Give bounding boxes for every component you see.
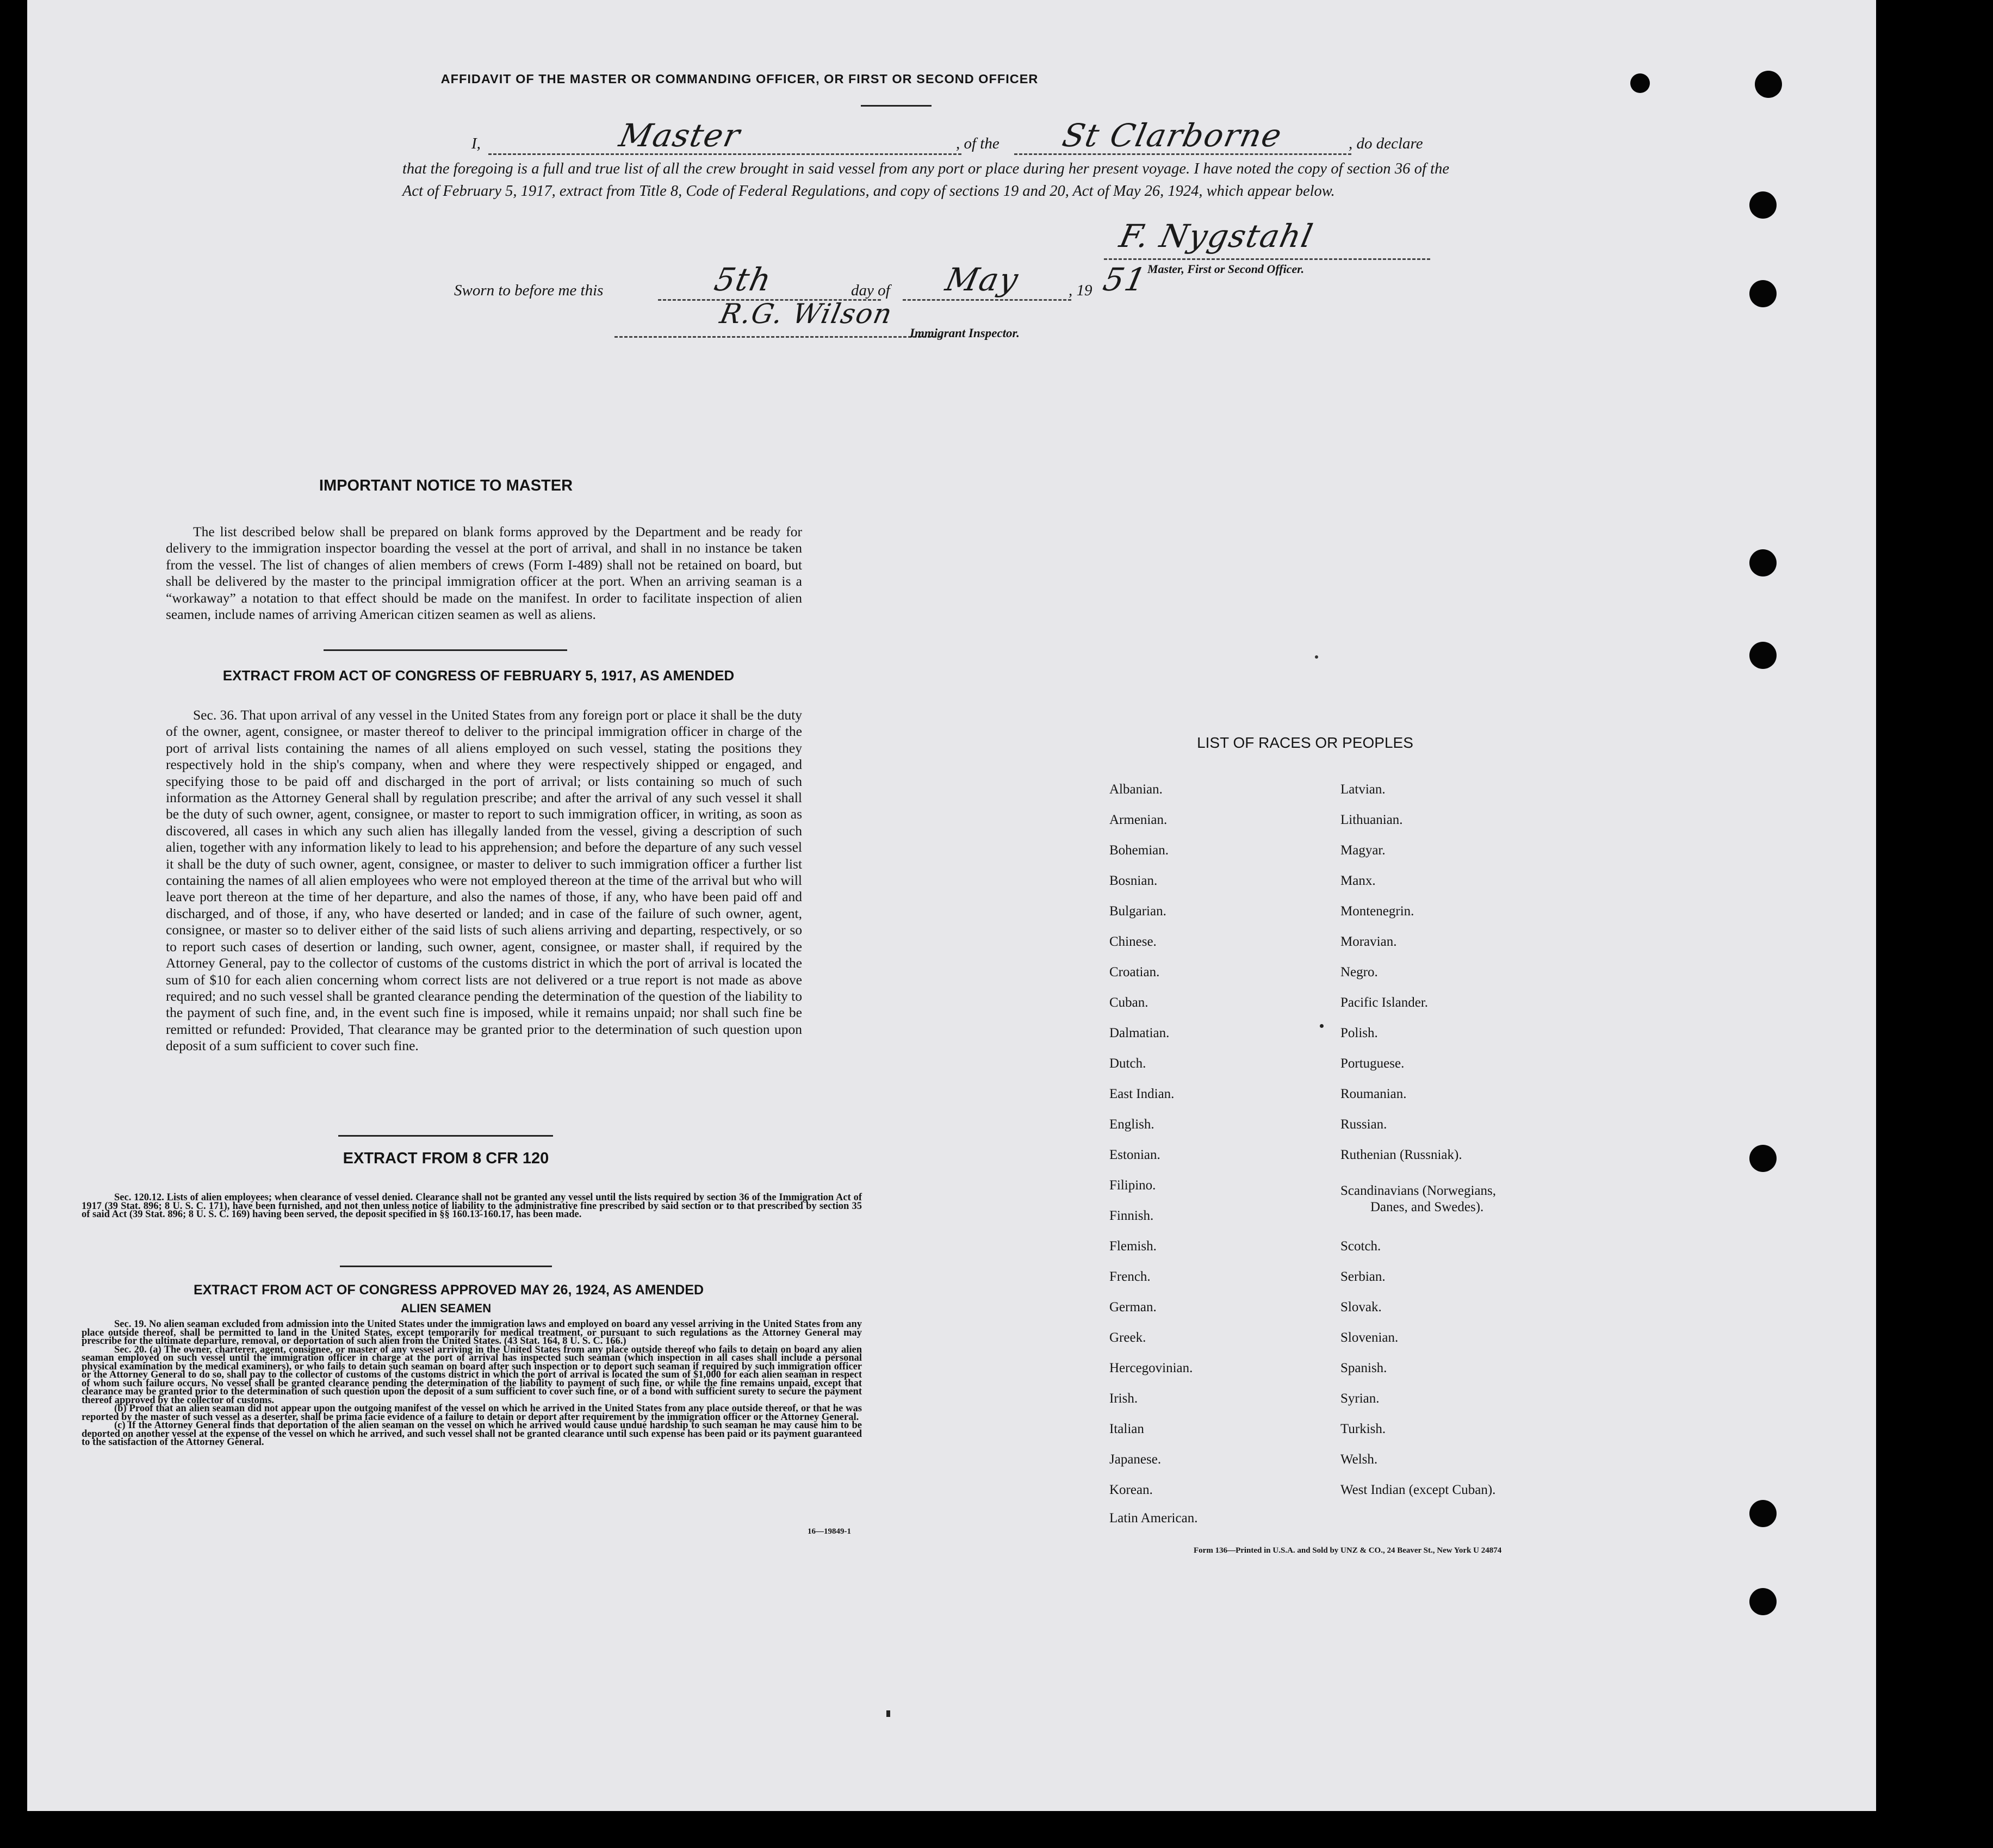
punch-hole	[1749, 280, 1777, 307]
punch-hole	[1749, 191, 1777, 219]
race-item: West Indian (except Cuban).	[1340, 1483, 1496, 1497]
speck	[1320, 1024, 1324, 1028]
race-item: Turkish.	[1340, 1422, 1386, 1436]
race-item: Finnish.	[1109, 1208, 1154, 1223]
race-item: Dutch.	[1109, 1056, 1146, 1071]
race-item: Estonian.	[1109, 1148, 1160, 1162]
affidavit-title: AFFIDAVIT OF THE MASTER OR COMMANDING OFFICER, OR FIRST OR SECOND OFFICER	[440, 72, 1039, 86]
race-item: Magyar.	[1340, 843, 1386, 858]
cfr-title: EXTRACT FROM 8 CFR 120	[343, 1150, 549, 1167]
race-item: Japanese.	[1109, 1452, 1162, 1467]
race-item: Moravian.	[1340, 934, 1397, 949]
race-item: Croatian.	[1109, 965, 1160, 979]
handwritten-signature: F. Nygstahl	[1116, 218, 1317, 255]
race-item: Scandinavians (Norwegians,	[1340, 1183, 1497, 1198]
race-item: East Indian.	[1109, 1087, 1175, 1101]
race-item: Welsh.	[1340, 1452, 1378, 1467]
day-of-label: day of	[851, 282, 890, 299]
handwritten-day: 5th	[711, 261, 775, 298]
race-item: Bohemian.	[1109, 843, 1169, 858]
notice-title: IMPORTANT NOTICE TO MASTER	[319, 477, 573, 494]
signature-line	[1104, 258, 1430, 260]
section-36-paragraph: Sec. 36. That upon arrival of any vessel in the United States from any foreign port or place it shall be the duty of the owner, agent, consignee, or master thereof to deliver to the principal immigration officer in charge of the port of arrival lists containing the names of all aliens employed on such vessel, stating the positions they respectively hold in the ship's company, when and where they were respectively shipped or engaged, and specifying those to be paid off and discharged in the port of arrival; or lists containing so much of such information as the Attorney General shall by regulation prescribe; and after the arrival of any such vessel it shall be the duty of such owner, agent, consignee, or master to report to such immigration officer, in writing, as soon as discovered, all cases in which any such alien has illegally landed from the vessel, giving a description of such alien, together with any information likely to lead to his apprehension; and before the departure of any such vessel it shall be the duty of such owner, agent, consignee, or master to deliver to such immigration officer a further list containing the names of all alien employees who were not employed thereon at the time of the arrival but who will leave port thereon at the time of her departure, and also the names of those, if any, who have been paid off and discharged, and of those, if any, who have deserted or landed; and in case of the failure of such owner, agent, consignee, or master so to deliver either of the said lists of such aliens arriving and departing, respectively, or so to report such cases of desertion or landing, such owner, agent, consignee, or master shall, if required by the Attorney General, pay to the collector of customs of the customs district in which the port of arrival is located the sum of $10 for each alien concerning whom correct lists are not delivered or a true report is not made as above required; and no such vessel shall be granted clearance pending the determination of the question of the liability to the payment of such fine, and, in the event such fine is imposed, while it remains unpaid; nor shall such fine be remitted or refunded: Provided, That clearance may be granted prior to the determination of such question upon deposit of a sum sufficient to cover such fine.	[166, 707, 802, 1054]
race-item: Roumanian.	[1340, 1087, 1407, 1101]
races-title: LIST OF RACES OR PEOPLES	[1197, 734, 1413, 751]
act-1917-title: EXTRACT FROM ACT OF CONGRESS OF FEBRUARY 5, 1917, AS AMENDED	[222, 667, 735, 684]
divider	[861, 105, 932, 107]
race-item: Korean.	[1109, 1483, 1153, 1497]
section-20b-paragraph: (b) Proof that an alien seaman did not appear upon the outgoing manifest of the vessel on which he arrived in the United States from any place outside thereof, or that he was reported by the master of such vessel as a deserter, shall be prima facie evidence of a failure to detain or deport after requirement by the immigration officer or the Attorney General.	[82, 1403, 862, 1423]
handwritten-year: 51	[1100, 261, 1151, 298]
race-item: Lithuanian.	[1340, 813, 1403, 827]
cfr-text	[82, 1194, 862, 1219]
race-item: Cuban.	[1109, 995, 1148, 1010]
race-item: Dalmatian.	[1109, 1026, 1170, 1040]
race-item: Bulgarian.	[1109, 904, 1166, 919]
section-20a-paragraph: Sec. 20. (a) The owner, charterer, agent, consignee, or master of any vessel arriving in the United States from any place outside thereof who fails to detain on board any alien seaman employed on such vessel until the immigration officer in charge at the port of arrival has inspected such seaman (which inspection in all cases shall include a personal physical examination by the medical examiners), or who fails to detain such seaman on board after such inspection or to deport such seaman if required by such immigration officer or the Attorney General to do so, shall pay to the collector of customs of the customs district in which the port of arrival is located the sum of $1,000 for each alien seaman in respect of whom such failure occurs. No vessel shall be granted clearance pending the determination of the liability to payment of such fine, or while the fine remains unpaid, except that clearance may be granted prior to the determination of such question upon the deposit of a sum sufficient to cover such fine, or of a bond with sufficient surety to secure the payment thereof approved by the collector of customs.	[82, 1344, 862, 1406]
speck	[886, 1710, 890, 1717]
act-1924-text	[82, 1320, 862, 1447]
race-item: Latvian.	[1340, 782, 1386, 797]
race-item: Scotch.	[1340, 1239, 1381, 1254]
inspector-label: Immigrant Inspector.	[910, 326, 1020, 340]
punch-hole	[1749, 1145, 1777, 1172]
section-19-paragraph: Sec. 19. No alien seaman excluded from admission into the United States under the immigration laws and employed on board any vessel arriving in the United States from any place outside thereof, shall be permitted to land in the United States, except temporarily for medical treatment, or pursuant to such regulations as the Attorney General may prescribe for the ultimate departure, removal, or deportation of such alien from the United States. (43 Stat. 164, 8 U. S. C. 166.)	[82, 1319, 862, 1347]
handwritten-month: May	[942, 261, 1022, 298]
race-item: Italian	[1109, 1422, 1144, 1436]
punch-hole	[1749, 642, 1777, 669]
month-line	[903, 299, 1071, 301]
race-item: Slovak.	[1340, 1300, 1382, 1314]
race-item: Chinese.	[1109, 934, 1157, 949]
race-item: Russian.	[1340, 1117, 1387, 1132]
inspector-line	[614, 336, 941, 338]
race-item: Montenegrin.	[1340, 904, 1414, 919]
race-item: Danes, and Swedes).	[1370, 1200, 1484, 1214]
section-120-paragraph: Sec. 120.12. Lists of alien employees; when clearance of vessel denied. Clearance shall not be granted any vessel until the lists required by section 36 of the Immigration Act of 1917 (39 Stat. 896; 8 U. S. C. 171), have been furnished, and not then unless notice of liability to the administrative fine prescribed by said section or to that prescribed by section 35 of said Act (39 Stat. 896; 8 U. S. C. 169) having been served, the deposit specified in §§ 160.13-160.17, has been made.	[82, 1192, 862, 1220]
year-label: , 19	[1069, 282, 1092, 299]
race-item: Flemish.	[1109, 1239, 1157, 1254]
form-code: 16—19849-1	[808, 1527, 851, 1536]
race-item: German.	[1109, 1300, 1157, 1314]
handwritten-inspector: R.G. Wilson	[717, 298, 896, 330]
race-item: Ruthenian (Russniak).	[1340, 1148, 1462, 1162]
declare-label: , do declare	[1349, 135, 1423, 152]
notice-text	[166, 524, 802, 623]
race-item: French.	[1109, 1269, 1151, 1284]
act-1917-text	[166, 707, 802, 1055]
race-item: Hercegovinian.	[1109, 1361, 1193, 1375]
race-item: Irish.	[1109, 1391, 1138, 1406]
section-20c-paragraph: (c) If the Attorney General finds that deportation of the alien seaman on the vessel on which he arrived would cause undue hardship to such seaman he may cause him to be deported on another vessel at the expense of the vessel on which he arrived, and such vessel shall not be granted clearance until such expense has been paid or its payment guaranteed to the satisfaction of the Attorney General.	[82, 1420, 862, 1448]
race-item: Pacific Islander.	[1340, 995, 1429, 1010]
race-item: Spanish.	[1340, 1361, 1387, 1375]
printer-imprint: Form 136—Printed in U.S.A. and Sold by UNZ & CO., 24 Beaver St., New York U 24874	[1194, 1546, 1502, 1555]
punch-hole	[1755, 71, 1782, 98]
race-item: Manx.	[1340, 873, 1376, 888]
sworn-label: Sworn to before me this	[454, 282, 604, 299]
race-item: Negro.	[1340, 965, 1378, 979]
race-item: Polish.	[1340, 1026, 1378, 1040]
divider	[338, 1135, 553, 1137]
declarant-label: I,	[471, 135, 481, 152]
punch-hole	[1749, 549, 1777, 576]
race-item: Filipino.	[1109, 1178, 1156, 1193]
race-item: Bosnian.	[1109, 873, 1158, 888]
race-item: Latin American.	[1109, 1511, 1198, 1525]
race-item: Greek.	[1109, 1330, 1146, 1345]
handwritten-vessel: St Clarborne	[1059, 117, 1286, 154]
race-item: Syrian.	[1340, 1391, 1380, 1406]
signature-label: Master, First or Second Officer.	[1147, 262, 1305, 276]
act-1924-title: EXTRACT FROM ACT OF CONGRESS APPROVED MAY 26, 1924, AS AMENDED	[193, 1282, 704, 1298]
notice-paragraph: The list described below shall be prepared on blank forms approved by the Department and be ready for delivery to the immigration inspector boarding the vessel at the port of arrival, and shall in no instance be taken from the vessel. The list of changes of alien members of crews (Form I-489) shall not be retained on board, but shall be delivered by the master to the principal immigration officer at the port. When an arriving seaman is a “workaway” a notation to that effect should be made on the manifest. In order to facilitate inspection of alien seamen, include names of arriving American citizen seamen as well as aliens.	[166, 524, 802, 623]
speck	[1315, 655, 1318, 659]
alien-seamen-subtitle: ALIEN SEAMEN	[400, 1301, 492, 1315]
race-item: Slovenian.	[1340, 1330, 1399, 1345]
race-item: Armenian.	[1109, 813, 1168, 827]
race-item: Albanian.	[1109, 782, 1163, 797]
divider	[324, 649, 567, 651]
punch-hole	[1749, 1588, 1777, 1615]
race-item: English.	[1109, 1117, 1154, 1132]
punch-hole	[1749, 1500, 1777, 1527]
race-item: Portuguese.	[1340, 1056, 1405, 1071]
punch-hole	[1630, 73, 1650, 93]
form-page	[27, 0, 1876, 1811]
divider	[340, 1266, 552, 1267]
race-item: Serbian.	[1340, 1269, 1386, 1284]
handwritten-name: Master	[616, 117, 744, 154]
affidavit-body: that the foregoing is a full and true list of all the crew brought in said vessel from any port or place during her present voyage. I have noted the copy of section 36 of the Act of February 5, 1917, extract from Title 8, Code of Federal Regulations, and copy of sections 19 and 20, Act of May 26, 1924, which appear below.	[402, 160, 1449, 200]
of-the-label: , of the	[956, 135, 999, 152]
